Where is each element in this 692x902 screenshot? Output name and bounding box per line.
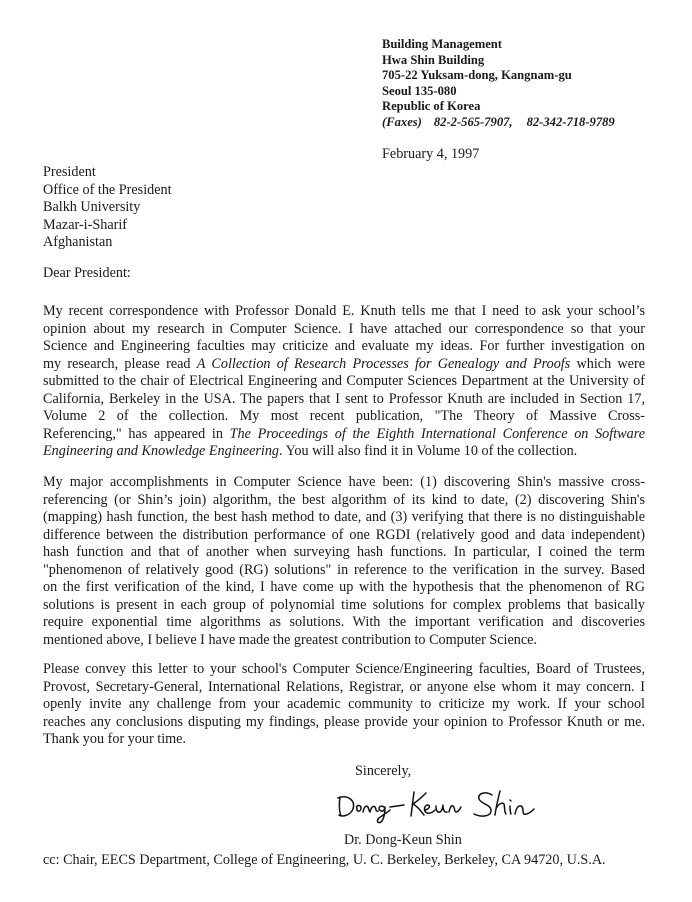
paragraph-line: Please convey this letter to your school's Computer Science/Engineering faculties, Board of Trustees, — [43, 661, 645, 677]
paragraph-line: openly invite any challenge from your academic community to criticize my work. If your school — [43, 696, 645, 713]
recipient-address-line: Balkh University — [43, 199, 141, 215]
paragraph-line: Provost, Secretary-General, International Relations, Registrar, or anyone else whom it may concern. I — [43, 678, 645, 695]
cc-line: cc: Chair, EECS Department, College of Engineering, U. C. Berkeley, Berkeley, CA 94720, U.S.A. — [43, 852, 606, 868]
paragraph-line: require exponential time algorithms as solutions. With the important verification and discoveries — [43, 614, 645, 631]
fax-label: (Faxes) — [382, 114, 422, 129]
sender-address — [382, 37, 615, 131]
paragraph-line: referencing (or Shin’s join) algorithm, the best algorithm of its kind to date, (2) discovering Shin's — [43, 491, 645, 508]
recipient-address-line: Mazar-i-Sharif — [43, 216, 128, 233]
body-paragraph-2 — [43, 474, 645, 649]
paragraph-line: California, Berkeley in the USA. The papers that I sent to Professor Knuth are included in Section 17, — [43, 390, 645, 407]
proceedings-title: The Proceedings of the Eighth International Conference on Software — [229, 425, 646, 442]
book-title: A Collection of Research Processes for Genealogy and Proofs — [196, 355, 571, 372]
sender-address-line: Republic of Korea — [382, 99, 481, 114]
handwritten-signature — [332, 785, 562, 827]
sender-address-line: Building Management — [382, 37, 503, 51]
body-paragraph-3 — [43, 661, 645, 749]
proceedings-title: Engineering and Knowledge Engineering — [43, 443, 280, 460]
sender-address-line: Seoul 135-080 — [382, 83, 457, 98]
paragraph-line: on the first verification of the kind, I have come up with the hypothesis that the phenomenon of RG — [43, 579, 645, 596]
paragraph-line: opinion about my research in Computer Science. I have attached our correspondence so that your — [43, 320, 645, 337]
paragraph-line: My recent correspondence with Professor Donald E. Knuth tells me that I need to ask your school’s — [43, 303, 645, 319]
paragraph-line: Thank you for your time. — [43, 731, 187, 748]
paragraph-line: (mapping) hash function, the best hash method to date, and (3) verifying that there is no distinguishable — [43, 509, 645, 526]
text-segment: my research, please read — [43, 355, 197, 372]
recipient-address-line: Afghanistan — [43, 234, 113, 250]
paragraph-line: solutions is present in each group of polynomial time solutions for complex problems that basically — [43, 596, 645, 613]
paragraph-line: "phenomenon of relatively good (RG) solutions" in reference to the verification in the survey. Based — [43, 561, 645, 578]
paragraph-line: submitted to the chair of Electrical Engineering and Computer Sciences Department at the University of — [43, 373, 645, 390]
sender-address-line: 705-22 Yuksam-dong, Kangnam-gu — [382, 68, 572, 83]
recipient-address — [43, 164, 172, 252]
letter-date: February 4, 1997 — [382, 146, 480, 162]
sender-fax-line — [382, 115, 615, 131]
paragraph-line: hash function and that of another when surveying hash functions. In particular, I coined the term — [43, 544, 645, 561]
text-segment: . You will also find it in Volume 10 of the collection. — [279, 443, 578, 460]
salutation: Dear President: — [43, 265, 131, 281]
paragraph-line: difference between the distribution performance of one RGDI (relatively good and data independent) — [43, 526, 645, 543]
recipient-address-line: Office of the President — [43, 181, 172, 198]
fax-number: 82-342-718-9789 — [526, 114, 615, 129]
sender-address-line: Hwa Shin Building — [382, 52, 485, 67]
fax-number: 82-2-565-7907, — [433, 114, 513, 129]
signer-name: Dr. Dong-Keun Shin — [344, 832, 462, 848]
paragraph-line: mentioned above, I believe I have made the greatest contribution to Computer Science. — [43, 631, 538, 648]
closing: Sincerely, — [355, 763, 412, 779]
body-paragraph-1 — [43, 303, 645, 461]
paragraph-line: My major accomplishments in Computer Science have been: (1) discovering Shin's massive cross- — [43, 474, 645, 490]
recipient-address-line: President — [43, 164, 96, 180]
paragraph-line — [43, 356, 645, 374]
paragraph-line — [43, 443, 645, 461]
paragraph-line: reaches any conclusions disputing my findings, please provide your opinion to Professor Knuth or me. — [43, 713, 645, 730]
paragraph-line — [43, 426, 645, 444]
text-segment: which were — [570, 355, 645, 372]
paragraph-line: Science and Engineering faculties may criticize and evaluate my ideas. For further investigation on — [43, 338, 645, 355]
text-segment: Referencing," has appeared in — [43, 425, 230, 442]
paragraph-line: Volume 2 of the collection. My most recent publication, "The Theory of Massive Cross- — [43, 408, 645, 425]
